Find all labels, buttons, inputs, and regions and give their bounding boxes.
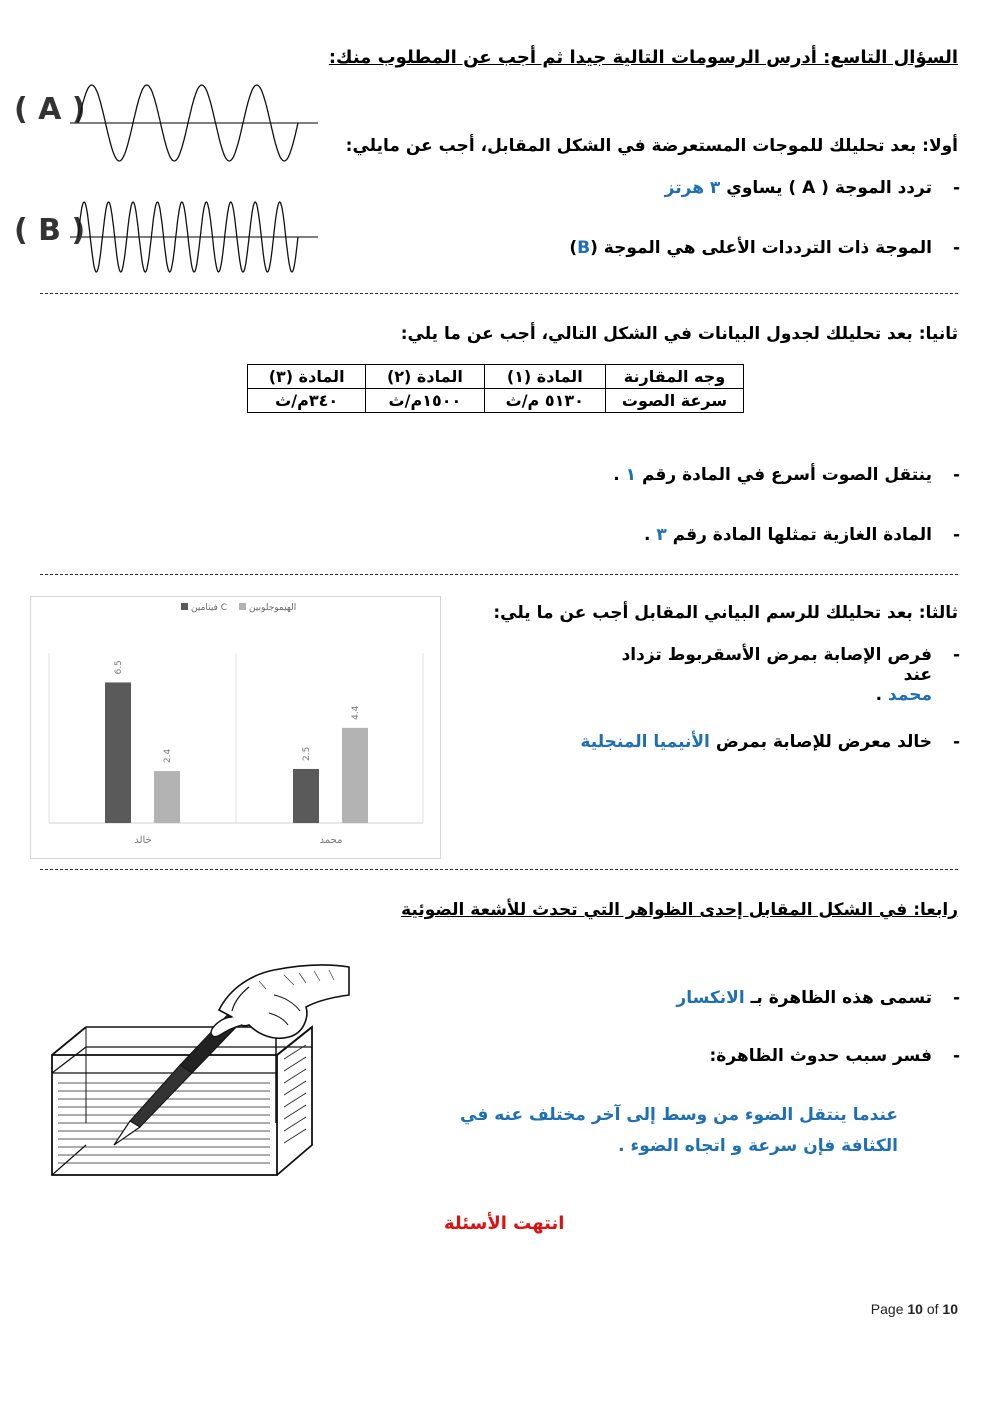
part2-item1: - ينتقل الصوت أسرع في المادة رقم ١ .	[613, 465, 960, 485]
wave-a-figure	[70, 80, 320, 166]
part1-item1-answer: ٣ هرتز	[664, 178, 721, 198]
comparison-table	[247, 364, 744, 413]
part1-item2: - الموجة ذات الترددات الأعلى هي الموجة (B)	[569, 238, 960, 258]
part2-item2: - المادة الغازية تمثلها المادة رقم ٣ .	[643, 525, 960, 545]
legend-label: الهيموجلوبين	[249, 603, 297, 613]
bar	[154, 771, 180, 823]
part1-heading: أولا: بعد تحليلك للموجات المستعرضة في الشكل المقابل، أجب عن مايلي:	[345, 136, 958, 156]
category-label: محمد	[319, 835, 343, 846]
end-text: انتهت الأسئلة	[444, 1213, 565, 1234]
part3-item1: - فرص الإصابة بمرض الأسقربوط تزداد عند محمد .	[621, 645, 960, 705]
data-label: 6.5	[114, 660, 124, 675]
bar	[293, 769, 319, 823]
table-cell: ٥١٣٠ م/ث	[484, 389, 605, 413]
divider-3	[40, 869, 958, 870]
wave-label-b: ( B )	[14, 213, 86, 248]
data-label: 2.5	[302, 746, 312, 761]
part2-heading: ثانيا: بعد تحليلك لجدول البيانات في الشكل التالي، أجب عن ما يلي:	[400, 324, 958, 344]
part3-item1-answer: محمد	[888, 685, 932, 705]
data-label: 2.4	[163, 748, 173, 764]
part3-item2-answer: الأنيميا المنجلية	[580, 732, 710, 752]
part4-item1: - تسمى هذه الظاهرة بـ الانكسار	[676, 988, 960, 1008]
table-header-row	[248, 365, 744, 389]
table-header-cell: المادة (٣)	[248, 365, 366, 389]
question-title: السؤال التاسع: أدرس الرسومات التالية جيدا ثم أجب عن المطلوب منك:	[328, 47, 958, 68]
bar-chart	[31, 597, 440, 858]
legend-label: فيتامين C	[191, 603, 228, 613]
refraction-illustration	[44, 955, 356, 1180]
legend-swatch	[239, 603, 246, 610]
page-word: Page	[870, 1301, 904, 1317]
part4-heading: رابعا: في الشكل المقابل إحدى الظواهر التي تحدث للأشعة الضوئية	[401, 900, 958, 920]
page-footer	[871, 1301, 958, 1317]
divider-2	[40, 574, 958, 575]
table-cell: ١٥٠٠م/ث	[366, 389, 484, 413]
wave-label-a: ( A )	[14, 92, 86, 127]
legend-swatch	[181, 603, 188, 610]
bar	[105, 682, 131, 823]
part2-item1-answer: ١	[625, 465, 637, 485]
part1-item1: - تردد الموجة ( A ) يساوي ٣ هرتز	[664, 178, 960, 198]
table-cell: سرعة الصوت	[606, 389, 744, 413]
table-header-cell: المادة (٢)	[366, 365, 484, 389]
bar-chart-frame	[30, 596, 441, 859]
category-label: خالد	[134, 835, 152, 846]
table-header-cell: وجه المقارنة	[606, 365, 744, 389]
part4-item1-answer: الانكسار	[676, 988, 745, 1008]
divider-1	[40, 293, 958, 294]
part2-item2-answer: ٣	[656, 525, 667, 545]
part3-heading: ثالثا: بعد تحليلك للرسم البياني المقابل أجب عن ما يلي:	[493, 603, 958, 623]
part1-item2-answer: B	[577, 238, 591, 258]
part3-item2: - خالد معرض للإصابة بمرض الأنيميا المنجلية	[580, 732, 960, 752]
table-header-cell: المادة (١)	[484, 365, 605, 389]
page-total: 10	[942, 1301, 958, 1317]
wave-b-figure	[70, 198, 320, 278]
of-word: of	[926, 1301, 939, 1317]
data-label: 4.4	[351, 705, 361, 720]
table-cell: ٣٤٠م/ث	[248, 389, 366, 413]
page-number: 10	[907, 1301, 923, 1317]
bar	[342, 728, 368, 823]
table-row	[248, 389, 744, 413]
part4-explanation: عندما ينتقل الضوء من وسط إلى آخر مختلف عنه في الكثافة فإن سرعة و اتجاه الضوء .	[460, 1105, 898, 1156]
part4-item2: - فسر سبب حدوث الظاهرة:	[709, 1046, 960, 1066]
